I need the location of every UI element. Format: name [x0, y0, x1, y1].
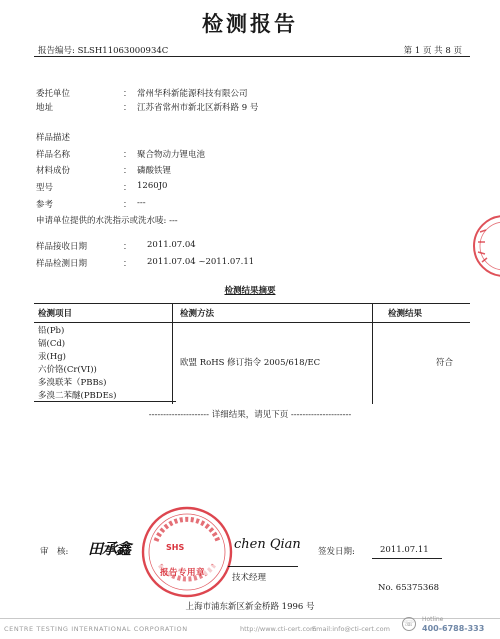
address-sep: ： [123, 103, 132, 113]
hotline-label: Hotline [422, 616, 444, 623]
document-number: No. 65375368 [378, 583, 440, 593]
footer-bar [0, 618, 500, 639]
footer-org: CENTRE TESTING INTERNATIONAL CORPORATION [4, 625, 188, 633]
col-test-item: 检测项目 [34, 304, 176, 323]
report-number [38, 44, 168, 56]
footer-web[interactable]: http://www.cti-cert.com [240, 625, 317, 633]
column-divider [372, 303, 373, 404]
approver-signature: chen Qian [234, 537, 301, 552]
model-value: 1260J0 [137, 181, 168, 191]
test-date-sep: ： [123, 259, 132, 269]
footer-email[interactable]: Email:info@cti-cert.com [312, 625, 390, 633]
page-info: 第 1 页 共 8 页 [403, 46, 462, 56]
material-value: 磷酸铁锂 [137, 166, 172, 176]
table-row [34, 323, 470, 337]
test-item: 铅(Pb) [38, 325, 65, 336]
test-item: 多溴联苯（PBBs) [38, 377, 107, 388]
sign-date-value: 2011.07.11 [380, 545, 429, 555]
column-divider [172, 303, 173, 404]
sign-date-label: 签发日期: [318, 547, 355, 557]
address-value: 江苏省常州市新北区新科路 9 号 [137, 103, 259, 113]
sample-heading: 样品描述 [36, 133, 71, 143]
test-method: 欧盟 RoHS 修订指令 2005/618/EC [180, 358, 321, 369]
reference-sep: ： [123, 200, 132, 210]
test-item: 多溴二苯醚(PBDEs) [34, 388, 176, 402]
review-label: 审 核: [40, 547, 69, 557]
test-date-value: 2011.07.04 ~2011.07.11 [147, 257, 255, 267]
material-sep: ： [123, 166, 132, 176]
receive-date-label: 样品接收日期 [36, 242, 88, 252]
reference-value: --- [137, 198, 146, 208]
model-sep: ： [123, 183, 132, 193]
address-label: 地址 [36, 103, 54, 113]
col-test-method: 检测方法 [176, 304, 384, 323]
sign-date-line [372, 558, 442, 559]
client-sep: ： [123, 89, 132, 99]
test-item: 汞(Hg) [38, 351, 66, 362]
report-number-value: SLSH11063000934C [77, 46, 169, 56]
col-test-result: 检测结果 [384, 304, 470, 323]
wash-note: 申请单位提供的水洗指示或洗水唛: --- [36, 216, 178, 226]
reference-label: 参考 [36, 200, 54, 210]
official-stamp-graphic [140, 505, 234, 599]
report-number-label: 报告编号: [38, 46, 75, 56]
receive-date-sep: ： [123, 242, 132, 252]
test-item: 镉(Cd) [38, 338, 66, 349]
sample-name-sep: ： [123, 150, 132, 160]
client-label: 委托单位 [36, 89, 71, 99]
report-title: 检测报告 [202, 12, 298, 36]
receive-date-value: 2011.07.04 [147, 240, 196, 250]
lab-address: 上海市浦东新区新金桥路 1996 号 [185, 602, 315, 612]
results-header-row [34, 304, 470, 323]
phone-icon: ☏ [402, 617, 416, 631]
detail-footnote: --------------------- 详细结果，请见下页 --------------------- [148, 410, 352, 420]
hotline-number: 400-6788-333 [422, 624, 485, 633]
test-item: 六价铬(Cr(VI)) [38, 364, 97, 375]
stamp-text: 报告专用章 [160, 568, 206, 578]
header-divider [34, 56, 470, 57]
sample-name-value: 聚合物动力锂电池 [137, 150, 206, 160]
material-label: 材料成份 [36, 166, 71, 176]
approver-title: 技术经理 [232, 573, 267, 583]
stamp-seal-text: SHS [166, 543, 185, 552]
partial-seal-graphic [452, 212, 500, 280]
results-title: 检测结果摘要 [224, 286, 276, 296]
sample-name-label: 样品名称 [36, 150, 71, 160]
test-result: 符合 [436, 358, 454, 369]
test-date-label: 样品检测日期 [36, 259, 88, 269]
results-table [34, 303, 470, 402]
approver-line [228, 566, 298, 567]
client-value: 常州华科新能源科技有限公司 [137, 89, 248, 99]
reviewer-signature: 田承鑫 [88, 540, 131, 558]
model-label: 型号 [36, 183, 54, 193]
